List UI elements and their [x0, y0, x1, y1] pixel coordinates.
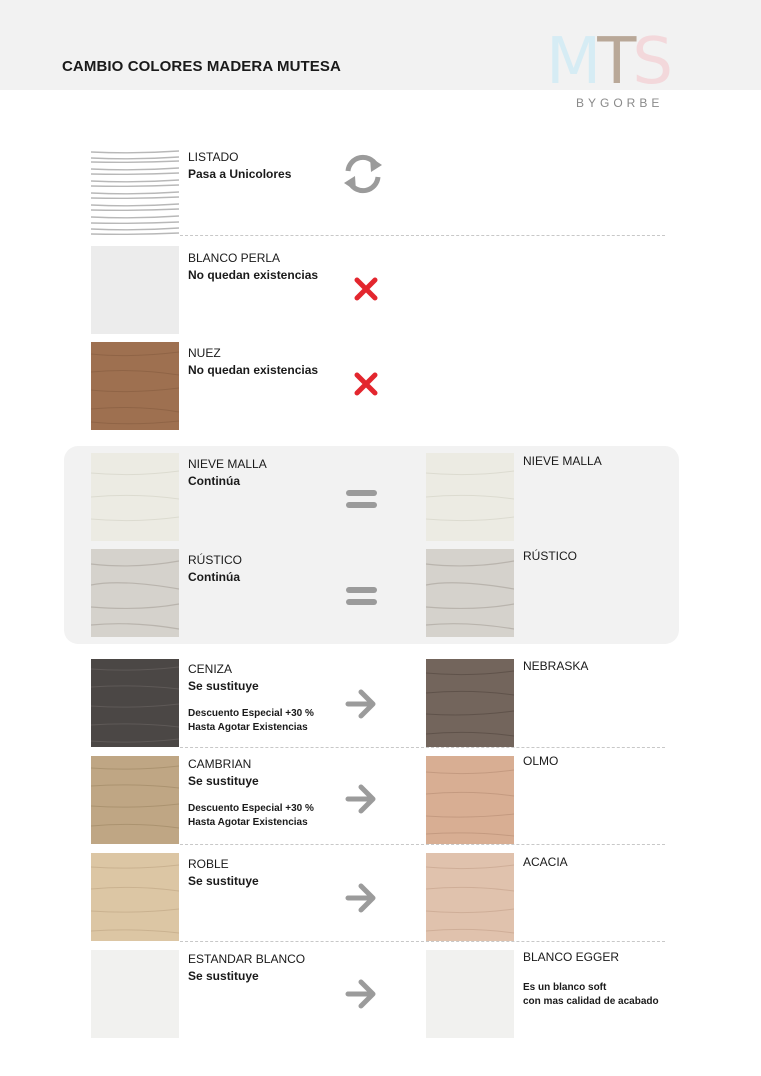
row-divider	[180, 747, 665, 748]
red-x-icon	[353, 372, 379, 396]
mts-logo	[546, 25, 716, 115]
arrow-right-icon	[344, 782, 378, 816]
wood-swatch-replacement	[426, 853, 514, 941]
wood-swatch-nuez	[91, 342, 179, 430]
refresh-icon	[340, 153, 386, 195]
equals-icon	[346, 490, 377, 509]
wood-swatch-replacement	[426, 453, 514, 541]
row-divider	[180, 941, 665, 942]
wood-swatch-replacement	[426, 756, 514, 844]
color-name: BLANCO PERLA	[188, 251, 281, 265]
color-status: Continúa	[188, 474, 240, 488]
discount-note: Descuento Especial +30 % Hasta Agotar Existencias	[188, 803, 314, 828]
color-status: Continúa	[188, 570, 240, 584]
replacement-name: RÚSTICO	[523, 549, 577, 563]
replacement-name: NIEVE MALLA	[523, 454, 602, 468]
red-x-icon	[353, 277, 379, 301]
row-divider	[180, 235, 665, 236]
row-divider	[180, 844, 665, 845]
wood-swatch-roble	[91, 853, 179, 941]
wood-swatch-replacement	[426, 549, 514, 637]
wood-swatch-nieve-malla	[91, 453, 179, 541]
color-name: ESTANDAR BLANCO	[188, 952, 306, 966]
wood-swatch-estandar-blanco	[91, 950, 179, 1038]
replacement-name: ACACIA	[523, 855, 568, 869]
color-status: No quedan existencias	[188, 363, 319, 377]
wood-swatch-blanco-perla	[91, 246, 179, 334]
color-name: NUEZ	[188, 346, 221, 360]
color-status: No quedan existencias	[188, 268, 319, 282]
discount-note: Descuento Especial +30 % Hasta Agotar Existencias	[188, 708, 314, 733]
wood-swatch-listado	[91, 148, 179, 236]
replacement-name: BLANCO EGGER	[523, 950, 620, 964]
logo-letters: MTS	[546, 25, 669, 99]
replacement-name: NEBRASKA	[523, 659, 589, 673]
color-status: Se sustituye	[188, 874, 259, 888]
arrow-right-icon	[344, 881, 378, 915]
replacement-name: OLMO	[523, 754, 559, 768]
color-name: RÚSTICO	[188, 553, 242, 567]
arrow-right-icon	[344, 977, 378, 1011]
replacement-note: Es un blanco soft con mas calidad de acabado	[523, 982, 659, 1007]
color-name: NIEVE MALLA	[188, 457, 267, 471]
wood-swatch-replacement	[426, 950, 514, 1038]
wood-swatch-ceniza	[91, 659, 179, 747]
color-status: Pasa a Unicolores	[188, 167, 292, 181]
color-status: Se sustituye	[188, 679, 259, 693]
wood-swatch-cambrian	[91, 756, 179, 844]
wood-swatch-replacement	[426, 659, 514, 747]
equals-icon	[346, 587, 377, 606]
color-name: CENIZA	[188, 662, 233, 676]
color-status: Se sustituye	[188, 774, 259, 788]
arrow-right-icon	[344, 687, 378, 721]
wood-swatch-rustico	[91, 549, 179, 637]
color-name: ROBLE	[188, 857, 229, 871]
color-name: LISTADO	[188, 150, 239, 164]
page-title: CAMBIO COLORES MADERA MUTESA	[62, 58, 341, 75]
logo-subtitle: BYGORBE	[576, 96, 664, 110]
color-name: CAMBRIAN	[188, 757, 252, 771]
color-status: Se sustituye	[188, 969, 259, 983]
